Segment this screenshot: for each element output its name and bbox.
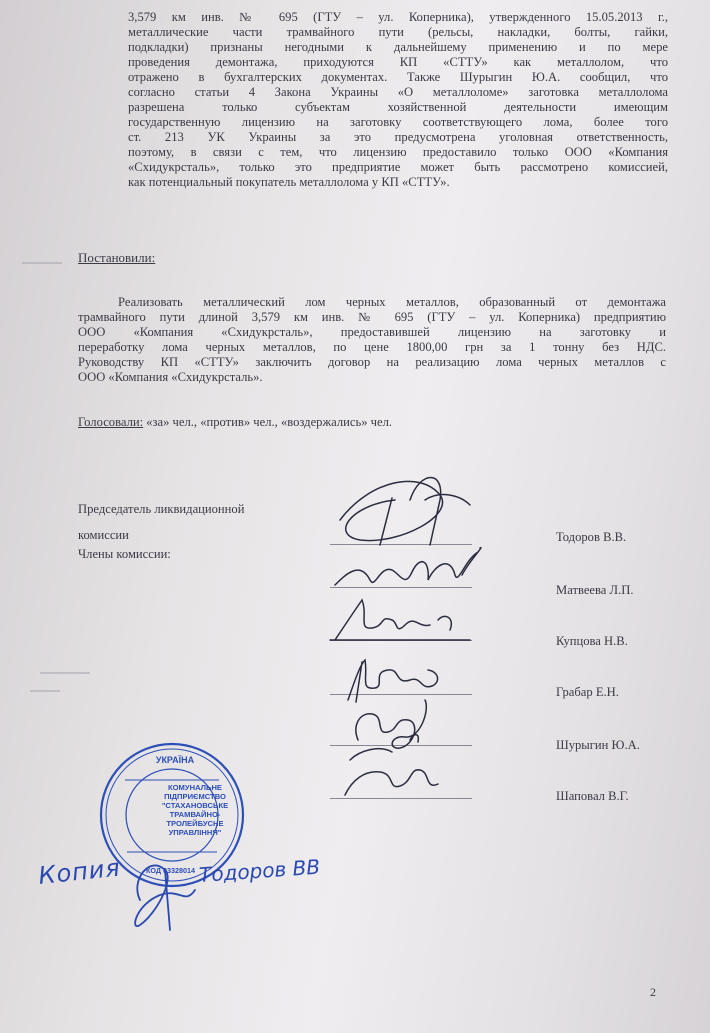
voting-line xyxy=(78,415,392,430)
chair-label-line: комиссии xyxy=(78,528,129,542)
signature-shurygin xyxy=(356,700,426,748)
text-line: «Схидукрсталь», только это предприятие может быть рассмотрено комиссией, xyxy=(128,160,668,174)
text-line: переработку лома черных металлов, по цене 1800,00 грн за 1 тонну без НДС. xyxy=(78,340,666,354)
signature-line xyxy=(330,640,472,641)
stamp-code: КОД 03328014 xyxy=(146,866,195,875)
stamp-line: ПІДПРИЄМСТВО xyxy=(164,792,226,801)
signatory-name: Шаповал В.Г. xyxy=(556,789,629,803)
scan-mark xyxy=(40,672,90,674)
members-label: Члены комиссии: xyxy=(78,547,171,561)
signature-line xyxy=(330,587,472,588)
signature-line xyxy=(330,694,472,695)
body-paragraph xyxy=(128,10,668,190)
signature-shapoval xyxy=(345,749,438,795)
resolved-heading: Постановили: xyxy=(78,250,156,265)
copy-name: Тодоров ВВ xyxy=(198,854,321,887)
text-line: ст. 213 УК Украины за это предусмотрена уголовная ответственность, xyxy=(128,130,668,144)
signature-line xyxy=(330,798,472,799)
signatory-name: Тодоров В.В. xyxy=(556,530,627,544)
signatory-name: Купцова Н.В. xyxy=(556,634,628,648)
text-line: разрешена только субъектам хозяйственной деятельности имеющим xyxy=(128,100,668,114)
stamp-text xyxy=(150,783,240,837)
text-line: трамвайного пути длиной 3,579 км инв. № 695 (ГТУ – ул. Коперника) предприятию xyxy=(78,310,666,324)
text-line: ООО «Компания «Схидукрсталь». xyxy=(78,370,263,384)
stamp-line: ТРОЛЕЙБУСНЕ xyxy=(166,819,224,828)
signature-todorov xyxy=(340,478,470,546)
text-line: как потенциальный покупатель металлолома у КП «СТТУ». xyxy=(128,175,450,189)
page-number: 2 xyxy=(650,985,656,999)
voting-label: Голосовали: xyxy=(78,415,144,429)
text-line: 3,579 км инв. № 695 (ГТУ – ул. Коперника), утвержденного 15.05.2013 г., xyxy=(128,10,668,24)
scan-mark xyxy=(22,262,62,264)
signatory-name: Грабар Е.Н. xyxy=(556,685,619,699)
stamp-line: УПРАВЛІННЯ" xyxy=(168,828,222,837)
text-line: отражено в бухгалтерских документах. Также Шурыгин Ю.А. сообщил, что xyxy=(128,70,668,84)
text-line: поэтому, в связи с тем, что лицензию предоставило только ООО «Компания xyxy=(128,145,668,159)
signature-grabar xyxy=(348,660,438,702)
resolution-paragraph xyxy=(78,295,666,385)
copy-note: Копия xyxy=(37,853,123,890)
chair-label-line: Председатель ликвидационной xyxy=(78,502,245,516)
text-line: Руководству КП «СТТУ» заключить договор на реализацию лома черных металлов с xyxy=(78,355,666,369)
voting-text: «за» чел., «против» чел., «воздержались» чел. xyxy=(143,415,393,429)
text-line: ООО «Компания «Схидукрсталь», предоставившей лицензию на заготовку и xyxy=(78,325,666,339)
signatory-name: Шурыгин Ю.А. xyxy=(556,738,640,752)
stamp-line: КОМУНАЛЬНЕ xyxy=(168,783,222,792)
chair-label xyxy=(78,496,244,548)
text-line: металлические части трамвайного пути (рельсы, накладки, болты, гайки, xyxy=(128,25,668,39)
stamp-line: "СТАХАНОВСЬКЕ xyxy=(161,801,229,810)
text-line: согласно статьи 4 Закона Украины «О металлоломе» заготовка металлолома xyxy=(128,85,668,99)
signature-line xyxy=(330,544,472,545)
text-line: государственную лицензию на заготовку соответствующего лома, более того xyxy=(128,115,668,129)
stamp-country: УКРАЇНА xyxy=(155,755,195,765)
text-line: подкладки) признаны негодными к дальнейшему применению и по мере xyxy=(128,40,668,54)
text-line: Реализовать металлический лом черных металлов, образованный от демонтажа xyxy=(118,295,666,309)
scan-mark xyxy=(30,690,60,692)
text-line: проведения демонтажа, приходуются КП «СТТУ» как металлолом, что xyxy=(128,55,668,69)
stamp-line: ТРАМВАЙНО- xyxy=(169,810,221,819)
signatory-name: Матвеева Л.П. xyxy=(556,583,634,597)
signature-line xyxy=(330,745,472,746)
signature-kuptsova xyxy=(330,600,470,640)
signature-matveeva xyxy=(335,548,481,585)
